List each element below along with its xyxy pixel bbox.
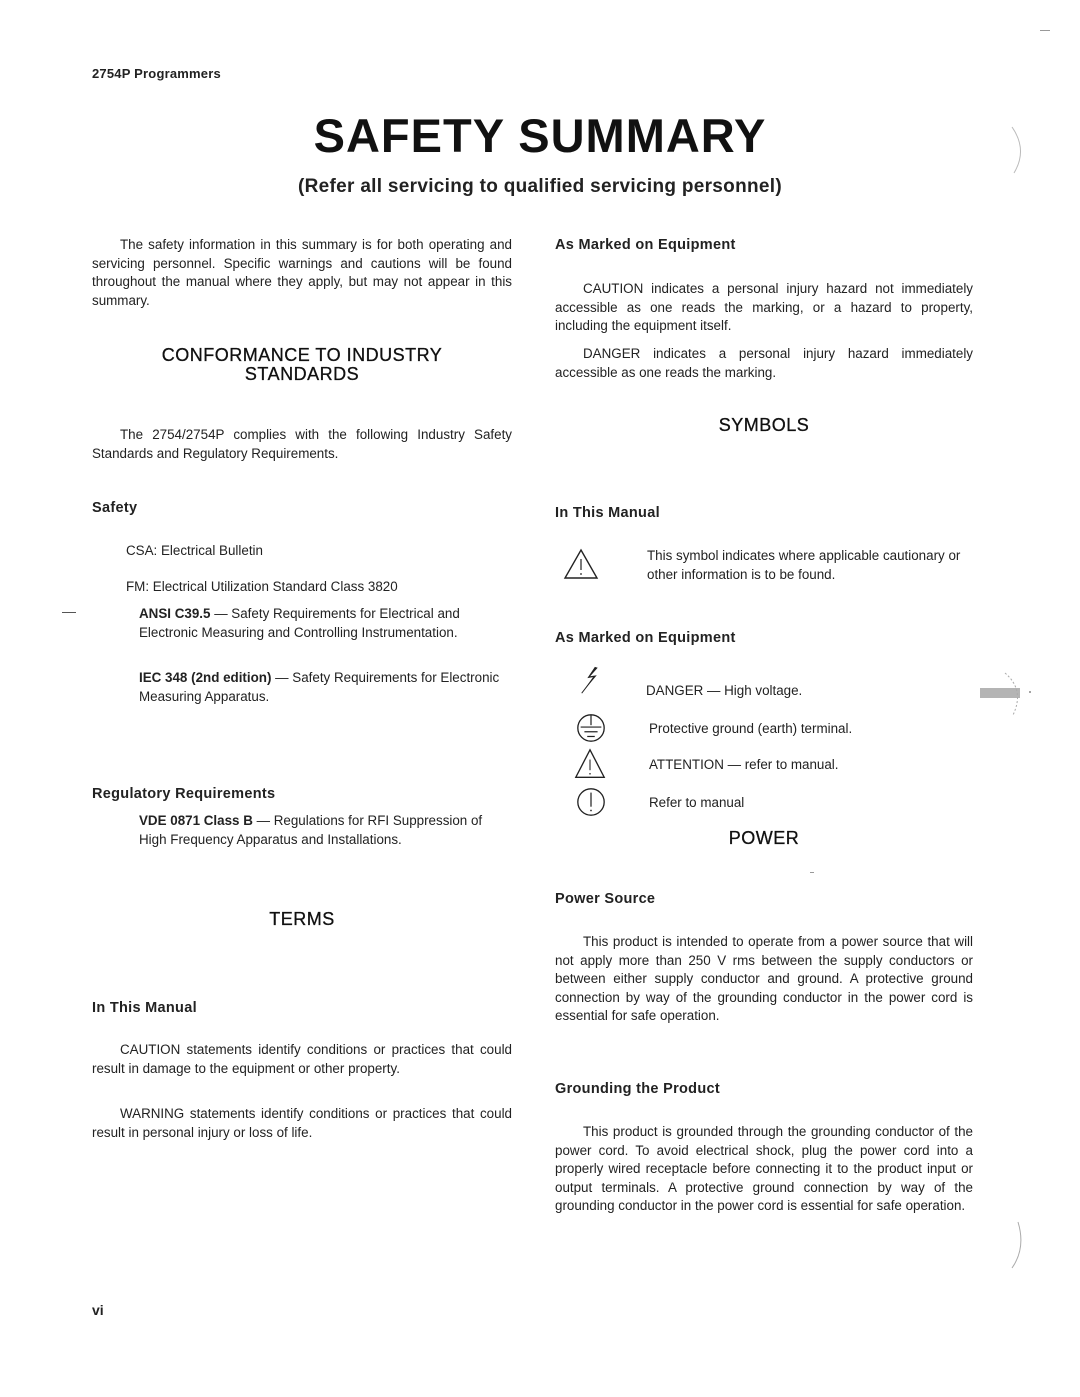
- intro-text: The safety information in this summary is for both operating and servicing personnel. Specific warnings and cautions will be found throughout the manual where they apply, but may not appear in this summary.: [92, 237, 512, 308]
- terms-caution-text: CAUTION statements identify conditions or practices that could result in damage to the equipment or other property.: [92, 1042, 512, 1076]
- safety-item-code: CSA:: [126, 543, 158, 558]
- grounding-heading: Grounding the Product: [555, 1081, 720, 1097]
- power-source-heading: Power Source: [555, 891, 656, 907]
- conformance-heading-line1: CONFORMANCE TO INDUSTRY: [161, 345, 443, 365]
- conformance-heading-line2: STANDARDS: [244, 364, 360, 384]
- equipment-symbol-text: Refer to manual: [649, 795, 745, 810]
- power-source: [555, 933, 973, 1026]
- grounding-text: This product is grounded through the grounding conductor of the power cord. To avoid electrical shock, plug the power cord into a properly wired receptacle before connecting it to the product input or output terminals. A protective ground connection by way of the grounding conductor in the power cord is essential for safe operation.: [555, 1124, 973, 1214]
- scan-arc-top: [1010, 125, 1030, 175]
- equipment-symbol-row: [555, 786, 973, 818]
- terms-heading: TERMS: [269, 909, 335, 929]
- safety-item-text: — Safety Requirements for Electronic Measuring Apparatus.: [139, 670, 500, 704]
- as-marked-caution-text: CAUTION indicates a personal injury hazard not immediately accessible as one reads the marking, or a hazard to property, including the equipment itself.: [555, 281, 973, 334]
- safety-item-text: Electrical Bulletin: [161, 543, 263, 558]
- equipment-symbol-row: [555, 748, 973, 780]
- equipment-symbol-row: [555, 712, 973, 744]
- running-head: 2754P Programmers: [92, 66, 221, 81]
- as-marked-caution: [555, 280, 973, 336]
- in-manual-symbol-text: This symbol indicates where applicable cautionary or other information is to be found.: [647, 548, 961, 582]
- in-manual-symbol-row: [555, 546, 973, 586]
- terms-in-manual-heading: In This Manual: [92, 1000, 197, 1016]
- scan-speck: [810, 872, 814, 873]
- scan-speck: [1040, 30, 1050, 31]
- scan-arc-bottom: [1008, 1220, 1028, 1270]
- safety-item-code: ANSI C39.5: [139, 606, 211, 621]
- regulatory-item-text: — Regulations for RFI Suppression of High Frequency Apparatus and Installations.: [139, 813, 483, 847]
- regulatory-heading: Regulatory Requirements: [92, 786, 276, 802]
- equipment-symbol-text: ATTENTION — refer to manual.: [649, 757, 839, 772]
- symbols-equipment-heading: As Marked on Equipment: [555, 630, 736, 646]
- regulatory-item-vde: [139, 812, 507, 849]
- as-marked-danger-text: DANGER indicates a personal injury hazard immediately accessible as one reads the marking.: [555, 346, 973, 380]
- safety-item-text: — Safety Requirements for Electrical and Electronic Measuring and Controlling Instrumentation.: [139, 606, 460, 640]
- safety-item-code: IEC 348 (2nd edition): [139, 670, 272, 685]
- refer-to-manual-icon: [575, 786, 607, 818]
- grounding: [555, 1123, 973, 1216]
- equipment-symbol-row: [555, 664, 973, 696]
- page-subtitle: (Refer all servicing to qualified servicing personnel): [298, 176, 782, 197]
- margin-mark: [62, 612, 76, 613]
- protective-ground-icon: [575, 712, 607, 744]
- safety-item-iec: [139, 669, 507, 706]
- attention-triangle-icon: [574, 748, 606, 780]
- page-number: vi: [92, 1302, 104, 1318]
- power-heading: POWER: [728, 828, 800, 848]
- safety-item-fm: [126, 578, 506, 597]
- warning-triangle-icon: [563, 548, 599, 580]
- safety-item-code: FM:: [126, 579, 150, 594]
- terms-warning: [92, 1105, 512, 1142]
- equipment-symbol-text: DANGER — High voltage.: [646, 683, 803, 698]
- conformance-intro-text: The 2754/2754P complies with the following Industry Safety Standards and Regulatory Requirements.: [92, 427, 512, 461]
- high-voltage-icon: [577, 664, 609, 696]
- as-marked-heading: As Marked on Equipment: [555, 237, 736, 253]
- page-title: SAFETY SUMMARY: [313, 109, 767, 162]
- conformance-heading: [92, 346, 512, 384]
- scan-smudge: [975, 670, 1035, 720]
- intro-paragraph: [92, 236, 512, 310]
- safety-item-ansi: [139, 605, 507, 642]
- safety-heading: Safety: [92, 500, 138, 516]
- safety-item-csa: [126, 542, 506, 561]
- symbols-in-manual-heading: In This Manual: [555, 505, 660, 521]
- terms-warning-text: WARNING statements identify conditions or practices that could result in personal injury or loss of life.: [92, 1106, 512, 1140]
- equipment-symbol-text: Protective ground (earth) terminal.: [649, 721, 853, 736]
- symbols-heading: SYMBOLS: [718, 415, 810, 435]
- power-source-text: This product is intended to operate from a power source that will not apply more than 250 V rms between the supply conductors or between either supply conductor and ground. A protective ground connection by way of the grounding conductor in the power cord is essential for safe operation.: [555, 934, 973, 1024]
- conformance-intro: [92, 426, 512, 463]
- terms-caution: [92, 1041, 512, 1078]
- regulatory-item-code: VDE 0871 Class B: [139, 813, 253, 828]
- safety-item-text: Electrical Utilization Standard Class 3820: [152, 579, 398, 594]
- as-marked-danger: [555, 345, 973, 382]
